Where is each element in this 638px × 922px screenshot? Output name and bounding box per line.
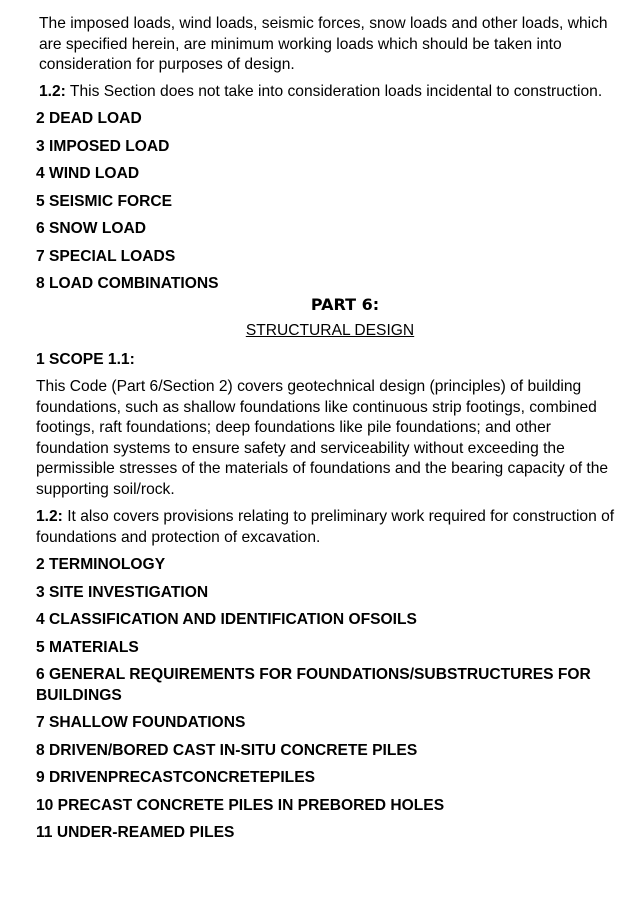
section-list-foundations — [36, 555, 624, 844]
section-heading-wind-load: 4 WIND LOAD — [36, 165, 140, 182]
part-title: PART 6: — [310, 294, 380, 314]
part-subtitle: STRUCTURAL DESIGN — [245, 321, 415, 339]
scope-heading: 1 SCOPE 1.1: — [36, 350, 135, 368]
section-heading-dead-load: 2 DEAD LOAD — [36, 110, 142, 127]
section-heading-under-reamed-piles: 11 UNDER-REAMED PILES — [36, 824, 235, 841]
section-heading-load-combinations: 8 LOAD COMBINATIONS — [36, 275, 219, 292]
section-heading-snow-load: 6 SNOW LOAD — [36, 220, 147, 237]
section-heading-terminology: 2 TERMINOLOGY — [36, 556, 166, 573]
section-heading-classification: 4 CLASSIFICATION AND IDENTIFICATION OFSOILS — [36, 611, 417, 628]
section-heading-cast-in-situ-piles: 8 DRIVEN/BORED CAST IN-SITU CONCRETE PILES — [36, 741, 418, 759]
section-heading-shallow-foundations: 7 SHALLOW FOUNDATIONS — [36, 714, 246, 731]
section-heading-imposed-load: 3 IMPOSED LOAD — [36, 137, 170, 155]
intro-clause-1-2 — [36, 82, 624, 103]
scope-clause-1-2 — [36, 507, 624, 548]
scope-paragraph: This Code (Part 6/Section 2) covers geotechnical design (principles) of building foundations, such as shallow foundations like continuous strip footings, combined footings, raft foundations; deep foundations like pile foundations; and other foundation systems to ensure safety and serviceability without exceeding the permissible stresses of the materials of foundations and the bearing capacity of the supporting soil/rock. — [36, 378, 609, 498]
section-heading-special-loads: 7 SPECIAL LOADS — [36, 247, 176, 265]
section-list-loads — [36, 109, 624, 295]
clause-text: This Section does not take into consideration loads incidental to construction. — [65, 82, 603, 100]
clause-text: It also covers provisions relating to preliminary work required for construction of foundations and protection of excavation. — [36, 508, 615, 546]
section-heading-prebored-piles: 10 PRECAST CONCRETE PILES IN PREBORED HOLES — [36, 796, 445, 814]
clause-label: 1.2: — [39, 82, 66, 100]
section-heading-general-requirements: 6 GENERAL REQUIREMENTS FOR FOUNDATIONS/SUBSTRUCTURES FOR BUILDINGS — [36, 666, 591, 704]
clause-label: 1.2: — [36, 508, 63, 525]
section-heading-materials: 5 MATERIALS — [36, 638, 139, 656]
section-heading-site-investigation: 3 SITE INVESTIGATION — [36, 583, 209, 601]
intro-paragraph: The imposed loads, wind loads, seismic forces, snow loads and other loads, which are specified herein, are minimum working loads which should be taken into consideration for purposes of design. — [39, 15, 608, 73]
section-heading-precast-piles: 9 DRIVENPRECASTCONCRETEPILES — [36, 769, 315, 786]
section-heading-seismic-force: 5 SEISMIC FORCE — [36, 192, 173, 210]
